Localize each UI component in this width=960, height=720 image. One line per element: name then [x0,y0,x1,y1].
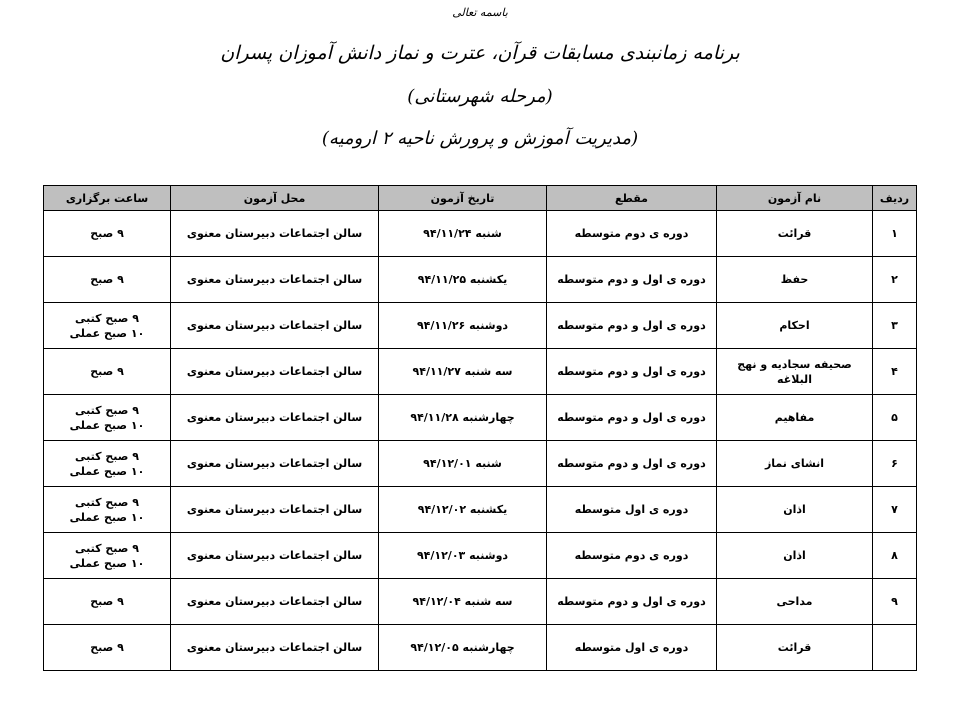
col-header-level: مقطع [547,186,717,211]
cell-time [44,579,171,625]
cell-row-number: ۸ [873,533,917,579]
cell-exam-name: انشای نماز [717,441,873,487]
table-row [44,395,917,441]
cell-exam-name: قرائت [717,211,873,257]
time-line-1: ۹ صبح [90,227,124,240]
cell-level: دوره ی اول متوسطه [547,625,717,671]
cell-exam-place: سالن اجتماعات دبیرستان معنوی [171,625,379,671]
cell-time [44,395,171,441]
cell-time [44,533,171,579]
cell-exam-place: سالن اجتماعات دبیرستان معنوی [171,303,379,349]
time-line-1: ۹ صبح کتبی [75,311,139,325]
cell-exam-place: سالن اجتماعات دبیرستان معنوی [171,487,379,533]
cell-time [44,487,171,533]
cell-level: دوره ی دوم متوسطه [547,211,717,257]
cell-exam-place: سالن اجتماعات دبیرستان معنوی [171,395,379,441]
cell-row-number: ۹ [873,579,917,625]
cell-row-number: ۱ [873,211,917,257]
time-line-1: ۹ صبح کتبی [75,495,139,509]
cell-exam-place: سالن اجتماعات دبیرستان معنوی [171,257,379,303]
cell-level: دوره ی اول و دوم متوسطه [547,579,717,625]
cell-exam-name: احکام [717,303,873,349]
col-header-exam-place: محل آزمون [171,186,379,211]
col-header-time: ساعت برگزاری [44,186,171,211]
cell-exam-place: سالن اجتماعات دبیرستان معنوی [171,533,379,579]
cell-level: دوره ی دوم متوسطه [547,533,717,579]
cell-exam-name: اذان [717,533,873,579]
cell-exam-date: دوشنبه ۹۴/۱۲/۰۳ [379,533,547,579]
cell-level: دوره ی اول و دوم متوسطه [547,303,717,349]
department-name: (مدیریت آموزش و پرورش ناحیه ۲ ارومیه) [321,128,639,149]
table-row [44,487,917,533]
time-line-1: ۹ صبح کتبی [75,403,139,417]
time-line-2: ۱۰ صبح عملی [69,418,145,432]
cell-exam-date: شنبه ۹۴/۱۲/۰۱ [379,441,547,487]
cell-row-number [873,625,917,671]
cell-time [44,257,171,303]
header-blessing: باسمه تعالی [452,6,508,19]
cell-exam-date: شنبه ۹۴/۱۱/۲۴ [379,211,547,257]
cell-level: دوره ی اول متوسطه [547,487,717,533]
cell-exam-date: یکشنبه ۹۴/۱۲/۰۲ [379,487,547,533]
cell-time [44,349,171,395]
document-subtitle: (مرحله شهرستانی) [407,86,553,107]
time-line-2: ۱۰ صبح عملی [69,556,145,570]
col-header-row-number: ردیف [873,186,917,211]
cell-exam-date: چهارشنبه ۹۴/۱۲/۰۵ [379,625,547,671]
time-line-2: ۱۰ صبح عملی [69,464,145,478]
cell-exam-name: صحیفه سجادیه و نهج البلاغه [717,349,873,395]
cell-time [44,625,171,671]
cell-exam-place: سالن اجتماعات دبیرستان معنوی [171,349,379,395]
cell-row-number: ۲ [873,257,917,303]
table-row [44,625,917,671]
cell-level: دوره ی اول و دوم متوسطه [547,441,717,487]
cell-exam-place: سالن اجتماعات دبیرستان معنوی [171,579,379,625]
cell-exam-date: یکشنبه ۹۴/۱۱/۲۵ [379,257,547,303]
document-title: برنامه زمانبندی مسابقات قرآن، عترت و نماز دانش آموزان پسران [220,42,740,64]
table-row [44,211,917,257]
cell-level: دوره ی اول و دوم متوسطه [547,257,717,303]
col-header-exam-name: نام آزمون [717,186,873,211]
cell-level: دوره ی اول و دوم متوسطه [547,395,717,441]
cell-exam-name: حفظ [717,257,873,303]
time-line-1: ۹ صبح [90,595,124,608]
col-header-exam-date: تاریخ آزمون [379,186,547,211]
time-line-1: ۹ صبح کتبی [75,449,139,463]
schedule-table [43,185,917,671]
cell-exam-name: قرائت [717,625,873,671]
cell-exam-name: مداحی [717,579,873,625]
cell-exam-date: سه شنبه ۹۴/۱۱/۲۷ [379,349,547,395]
time-line-1: ۹ صبح [90,273,124,286]
cell-row-number: ۴ [873,349,917,395]
table-row [44,579,917,625]
cell-exam-place: سالن اجتماعات دبیرستان معنوی [171,441,379,487]
cell-exam-name: اذان [717,487,873,533]
cell-exam-date: دوشنبه ۹۴/۱۱/۲۶ [379,303,547,349]
cell-row-number: ۳ [873,303,917,349]
cell-level: دوره ی اول و دوم متوسطه [547,349,717,395]
time-line-1: ۹ صبح [90,641,124,654]
cell-row-number: ۷ [873,487,917,533]
table-row [44,257,917,303]
time-line-1: ۹ صبح [90,365,124,378]
table-row [44,303,917,349]
time-line-2: ۱۰ صبح عملی [69,326,145,340]
table-header-row [44,186,917,211]
cell-exam-date: چهارشنبه ۹۴/۱۱/۲۸ [379,395,547,441]
time-line-1: ۹ صبح کتبی [75,541,139,555]
cell-exam-name: مفاهیم [717,395,873,441]
cell-time [44,441,171,487]
table-row [44,349,917,395]
cell-time [44,303,171,349]
table-row [44,441,917,487]
time-line-2: ۱۰ صبح عملی [69,510,145,524]
cell-row-number: ۵ [873,395,917,441]
cell-exam-date: سه شنبه ۹۴/۱۲/۰۴ [379,579,547,625]
cell-row-number: ۶ [873,441,917,487]
table-row [44,533,917,579]
cell-exam-place: سالن اجتماعات دبیرستان معنوی [171,211,379,257]
cell-time [44,211,171,257]
